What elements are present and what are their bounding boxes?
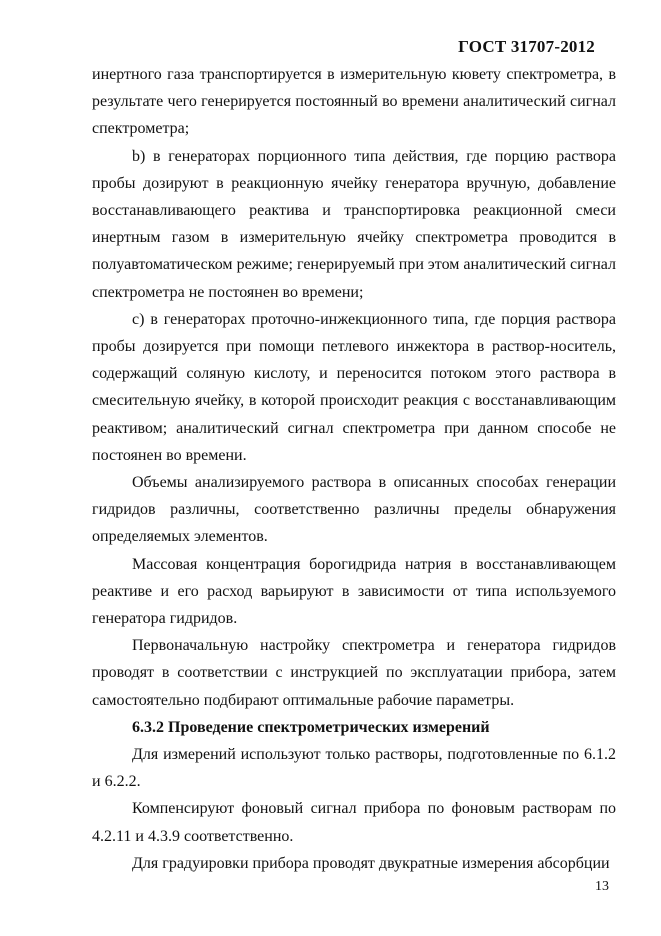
paragraph-concentration: Массовая концентрация борогидрида натрия в восстанавливающем реактиве и его расход варьируют в зависимости от типа используемого генератора гидридов. bbox=[92, 555, 616, 628]
paragraph-volumes: Объемы анализируемого раствора в описанных способах генерации гидридов различны, соответственно различны пределы обнаружения определяемых элементов. bbox=[92, 474, 616, 546]
paragraph-item-b: b) в генераторах порционного типа действия, где порцию раствора пробы дозируют в реакционную ячейку генератора вручную, добавление восстанавливающего реактива и транспортировка реакционной смеси инертным газом в измерительную ячейку спектрометра проводится в полуавтоматическом режиме; генерируемый при этом аналитический сигнал спектрометра не постоянен во времени; bbox=[92, 147, 616, 301]
section-paragraph-background: Компенсируют фоновый сигнал прибора по фоновым растворам по 4.2.11 и 4.3.9 соответственно. bbox=[92, 800, 616, 845]
document-code-header: ГОСТ 31707-2012 bbox=[458, 37, 595, 56]
paragraph-continuation: инертного газа транспортируется в измерительную кювету спектрометра, в результате чего генерируется постоянный во времени аналитический сигнал спектрометра; bbox=[92, 66, 616, 138]
paragraph-initial-setup: Первоначальную настройку спектрометра и генератора гидридов проводят в соответствии с инструкцией по эксплуатации прибора, затем самостоятельно подбирают оптимальные рабочие параметры. bbox=[92, 637, 616, 709]
section-paragraph-solutions: Для измерений используют только растворы, подготовленные по 6.1.2 и 6.2.2. bbox=[92, 746, 616, 791]
section-paragraph-calibration: Для градуировки прибора проводят двукратные измерения абсорбции bbox=[132, 854, 610, 872]
document-body bbox=[92, 61, 616, 877]
page-number: 13 bbox=[595, 879, 609, 894]
section-heading: 6.3.2 Проведение спектрометрических измерений bbox=[132, 718, 490, 736]
paragraph-item-c: с) в генераторах проточно-инжекционного типа, где порция раствора пробы дозируется при помощи петлевого инжектора в раствор-носитель, содержащий соляную кислоту, и переносится потоком этого раствора в смесительную ячейку, в которой происходит реакция с восстанавливающим реактивом; аналитический сигнал спектрометра при данном способе не постоянен во времени. bbox=[92, 310, 616, 464]
